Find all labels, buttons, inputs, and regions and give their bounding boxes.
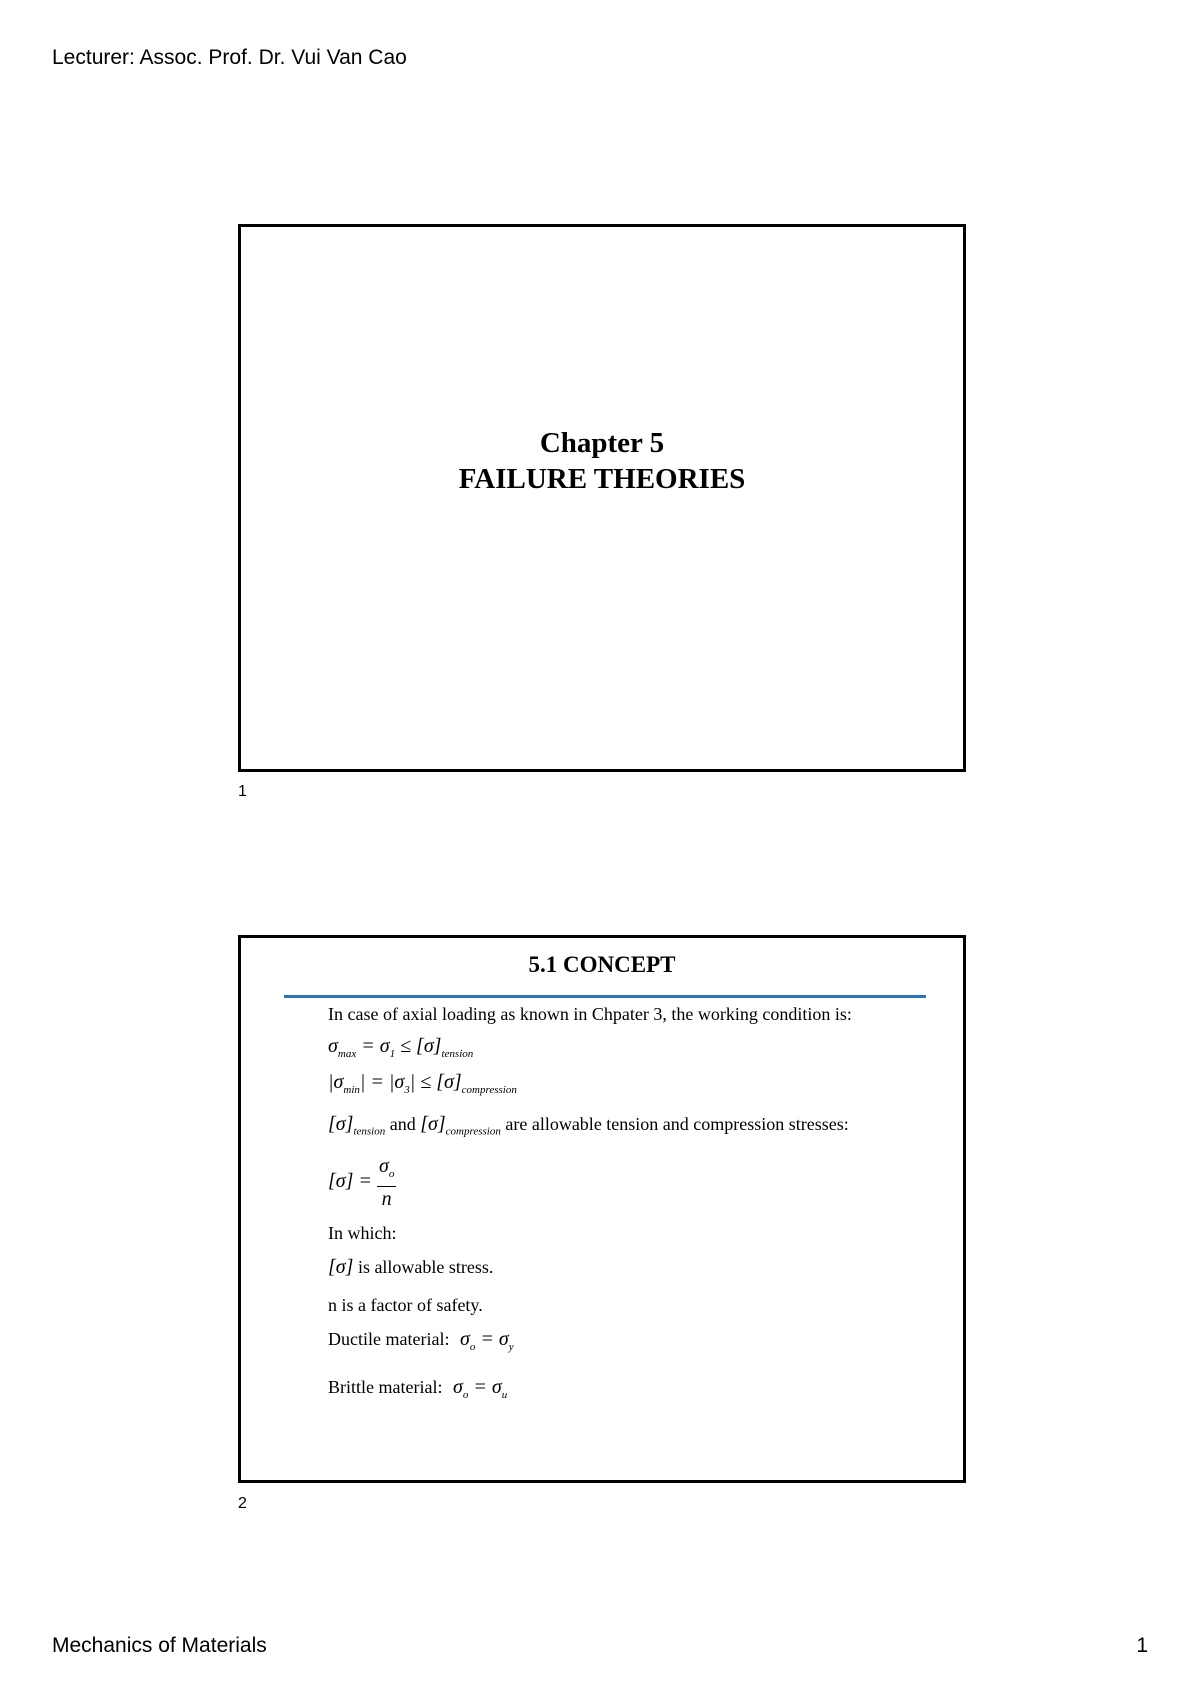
- lecturer-header: Lecturer: Assoc. Prof. Dr. Vui Van Cao: [52, 46, 407, 69]
- item-safety-factor: n is a factor of safety.: [328, 1294, 483, 1315]
- chapter-number: Chapter 5: [539, 427, 665, 459]
- course-footer: Mechanics of Materials: [52, 1634, 267, 1657]
- slide-number-2: 2: [238, 1495, 247, 1512]
- slide-1: [238, 224, 966, 772]
- item-brittle-material: Brittle material: $\sigma_o = \sigma_u$: [328, 1375, 508, 1401]
- equation-min-stress: $|\sigma_{min}| = |\sigma_3| \le [\sigma]_{compression}$: [328, 1071, 517, 1096]
- title-underline: [284, 995, 926, 998]
- section-title: 5.1 CONCEPT: [528, 952, 676, 977]
- equation-allowable-stress: [σ] = $\frac{\sigma_o}{n}$: [328, 1154, 395, 1210]
- allowable-stress-text: $[\sigma]_{tension}$ and $[\sigma]_{compression}$ are allowable tension and compression stresses:: [328, 1113, 849, 1138]
- chapter-name: FAILURE THEORIES: [458, 463, 746, 495]
- item-allowable-stress: [σ] is allowable stress.: [328, 1255, 494, 1278]
- page-number: 1: [1136, 1634, 1148, 1657]
- slide-body: [328, 1002, 893, 1407]
- chapter-title: [241, 425, 963, 497]
- equation-max-stress: $\sigma_{max} = \sigma_1 \le [\sigma]_{tension}$: [328, 1035, 474, 1060]
- fraction: $\frac{\sigma_o}{n}$: [378, 1154, 395, 1210]
- slide-number-1: 1: [238, 783, 247, 800]
- slide-2: [238, 935, 966, 1483]
- in-which-label: In which:: [328, 1222, 397, 1243]
- item-ductile-material: Ductile material: $\sigma_o = \sigma_y$: [328, 1327, 514, 1353]
- intro-text: In case of axial loading as known in Chpater 3, the working condition is:: [328, 1004, 852, 1024]
